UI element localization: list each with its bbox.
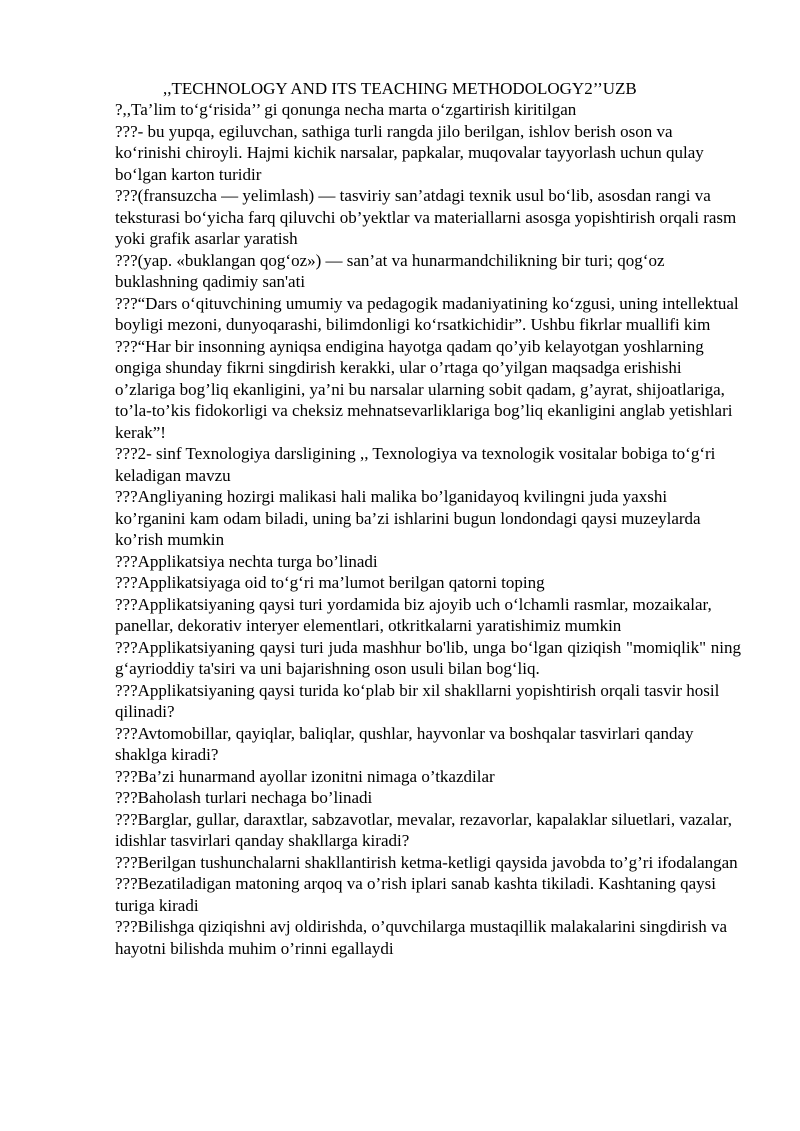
question-paragraph: ???“Dars o‘qituvchining umumiy va pedagogik madaniyatining ko‘zgusi, uning intellektual boyligi mezoni, dunyoqarashi, bilimdonligi ko‘rsatkichidir”. Ushbu fikrlar muallifi kim [115,293,739,334]
question-paragraph: ???- bu yupqa, egiluvchan, sathiga turli rangda jilo berilgan, ishlov berish oson va ko‘rinishi chiroyli. Hajmi kichik narsalar, papkalar, muqovalar tayyorlash uchun qulay bo‘lgan karton turidir [115,121,704,184]
question-paragraph: ???2- sinf Texnologiya darsligining ,, Texnologiya va texnologik vositalar bobiga to‘g‘ri keladigan mavzu [115,444,716,485]
question-paragraph: ???“Har bir insonning ayniqsa endigina hayotga qadam qo’yib kelayotgan yoshlarning ongiga shunday fikrni singdirish kerakki, ular o’rtaga qo’yilgan maqsadga erishishi o’zlariga bog’liq ekanligini, ya’ni bu narsalar ularning sobit qadam, g’ayrat, shijoatlariga, to’la-to’kis fidokorligi va cheksiz mehnatsevarliklariga bog’liq ekanligini anglab yetishlari kerak”! [115,336,733,442]
question-paragraph: ???Applikatsiyaga oid to‘g‘ri ma’lumot berilgan qatorni toping [115,573,545,592]
question-paragraph: ???(fransuzcha — yelimlash) — tasviriy san’atdagi texnik usul bo‘lib, asosdan rangi va teksturasi bo‘yicha farq qiluvchi ob’yektlar va materiallarni asosga yopishtirish orqali rasm yoki grafik asarlar yaratish [115,186,737,248]
question-paragraph: ???Applikatsiya nechta turga bo’linadi [115,551,378,571]
question-paragraph: ???Applikatsiyaning qaysi turi juda mashhur bo'lib, unga bo‘lgan qiziqish "momiqlik" ning g‘ayrioddiy ta'siri va uni bajarishning oson usuli bilan bog‘liq. [115,637,741,678]
question-paragraph: ???Applikatsiyaning qaysi turi yordamida biz ajoyib uch o‘lchamli rasmlar, mozaikalar, panellar, dekorativ interyer elementlari, otkritkalarni yaratishimiz mumkin [115,594,712,635]
question-paragraph: ???Berilgan tushunchalarni shakllantirish ketma-ketligi qaysida javobda to’g’ri ifodalangan [115,852,738,872]
document-title: ,,TECHNOLOGY AND ITS TEACHING METHODOLOGY2’’UZB [163,79,637,98]
document-page [115,78,741,959]
question-paragraph: ???(yap. «buklangan qog‘oz») — san’at va hunarmandchilikning bir turi; qog‘oz buklashning qadimiy san'ati [115,250,665,291]
question-paragraph: ???Baholash turlari nechaga bo’linadi [115,788,373,807]
question-paragraph: ???Barglar, gullar, daraxtlar, sabzavotlar, mevalar, rezavorlar, kapalaklar siluetlari, vazalar, idishlar tasvirlari qanday shakllarga kiradi? [115,809,732,850]
question-paragraph: ???Angliyaning hozirgi malikasi hali malika bo’lganidayoq kvilingni juda yaxshi ko’rganini kam odam biladi, uning ba’zi ishlarini bugun londondagi qaysi muzeylarda ko’rish mumkin [115,487,701,549]
question-paragraph: ???Applikatsiyaning qaysi turida ko‘plab bir xil shakllarni yopishtirish orqali tasvir hosil qilinadi? [115,680,720,721]
question-paragraph: ???Bilishga qiziqishni avj oldirishda, o’quvchilarga mustaqillik malakalarini singdirish va hayotni bilishda muhim o’rinni egallaydi [115,917,728,958]
question-paragraph: ???Ba’zi hunarmand ayollar izonitni nimaga o’tkazdilar [115,766,495,786]
question-paragraph: ?,,Ta’lim to‘g‘risida’’ gi qonunga necha marta o‘zgartirish kiritilgan [115,100,577,119]
question-paragraph: ???Bezatiladigan matoning arqoq va o’rish iplari sanab kashta tikiladi. Kashtaning qaysi turiga kiradi [115,874,716,915]
question-paragraph: ???Avtomobillar, qayiqlar, baliqlar, qushlar, hayvonlar va boshqalar tasvirlari qanday shaklga kiradi? [115,723,694,764]
